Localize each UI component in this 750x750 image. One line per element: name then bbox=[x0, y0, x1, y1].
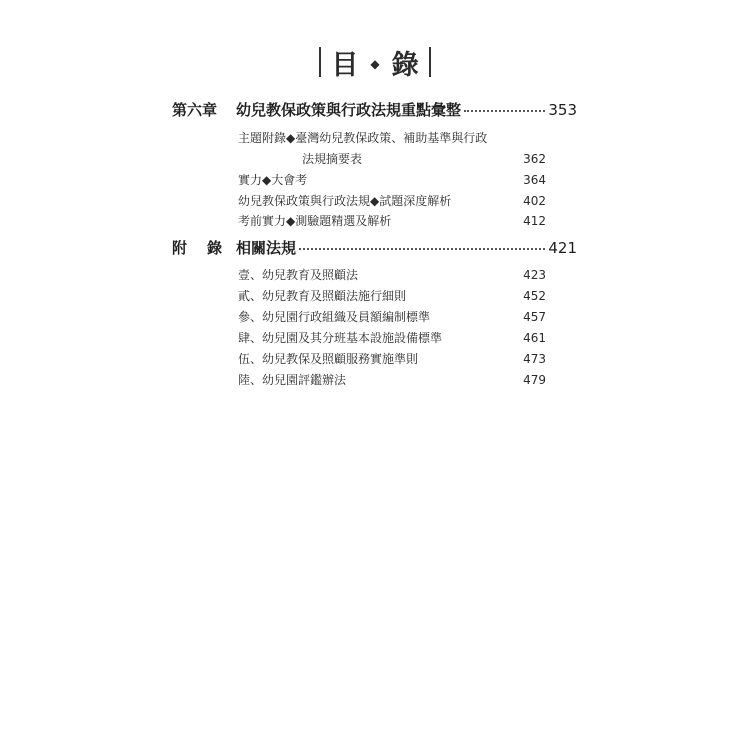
chapter-row-appendix[interactable] bbox=[172, 237, 577, 259]
entry-title: 幼兒教保政策與行政法規◆試題深度解析 bbox=[238, 194, 452, 208]
toc-entry[interactable] bbox=[238, 171, 546, 189]
chapter-name: 相關法規 bbox=[236, 239, 297, 257]
entry-title: 參、幼兒園行政組織及員額編制標準 bbox=[238, 310, 431, 324]
dot-leader bbox=[464, 110, 545, 112]
chapter-label-char: 附 bbox=[172, 239, 188, 257]
toc-entry[interactable] bbox=[238, 266, 546, 284]
entry-title: 法規摘要表 bbox=[302, 152, 363, 166]
title-char-left: 目 bbox=[331, 49, 359, 81]
chapter-page-number: 353 bbox=[548, 101, 577, 119]
entry-page-number: 452 bbox=[523, 289, 546, 303]
toc-entry[interactable] bbox=[238, 287, 546, 305]
title-right-bar bbox=[429, 47, 431, 77]
toc-entry[interactable] bbox=[238, 371, 546, 389]
entry-title: 實力◆大會考 bbox=[238, 173, 308, 187]
entry-title: 主題附錄◆臺灣幼兒教保政策、補助基準與行政 bbox=[238, 131, 488, 145]
entry-title: 肆、幼兒園及其分班基本設施設備標準 bbox=[238, 331, 443, 345]
entry-title: 貳、幼兒教育及照顧法施行細則 bbox=[238, 289, 407, 303]
entry-page-number: 479 bbox=[523, 373, 546, 387]
entry-page-number: 402 bbox=[523, 194, 546, 208]
entry-title: 壹、幼兒教育及照顧法 bbox=[238, 268, 359, 282]
toc-entry[interactable] bbox=[238, 129, 546, 147]
toc-entry[interactable] bbox=[238, 350, 546, 368]
dot-leader bbox=[299, 248, 545, 250]
toc-entry[interactable] bbox=[302, 150, 546, 168]
toc-entry[interactable] bbox=[238, 308, 546, 326]
chapter-row-6[interactable] bbox=[172, 99, 577, 121]
entry-page-number: 362 bbox=[523, 152, 546, 166]
toc-entry[interactable] bbox=[238, 212, 546, 230]
diamond-icon: ◆ bbox=[370, 57, 380, 71]
title-char-right: 錄 bbox=[391, 49, 419, 81]
chapter-page-number: 421 bbox=[548, 239, 577, 257]
chapter-name: 幼兒教保政策與行政法規重點彙整 bbox=[236, 101, 462, 119]
toc-entry[interactable] bbox=[238, 329, 546, 347]
toc-title bbox=[0, 40, 750, 84]
entry-title: 陸、幼兒園評鑑辦法 bbox=[238, 373, 347, 387]
chapter-label: 第六章 bbox=[172, 101, 218, 119]
entry-page-number: 457 bbox=[523, 310, 546, 324]
entry-page-number: 364 bbox=[523, 173, 546, 187]
entry-title: 伍、幼兒教保及照顧服務實施準則 bbox=[238, 352, 419, 366]
chapter-label bbox=[172, 237, 236, 258]
entry-page-number: 423 bbox=[523, 268, 546, 282]
entry-page-number: 412 bbox=[523, 214, 546, 228]
entry-page-number: 461 bbox=[523, 331, 546, 345]
entry-title: 考前實力◆測驗題精選及解析 bbox=[238, 214, 392, 228]
title-left-bar bbox=[319, 47, 321, 77]
chapter-label-char: 錄 bbox=[207, 239, 223, 257]
entry-page-number: 473 bbox=[523, 352, 546, 366]
toc-entry[interactable] bbox=[238, 192, 546, 210]
